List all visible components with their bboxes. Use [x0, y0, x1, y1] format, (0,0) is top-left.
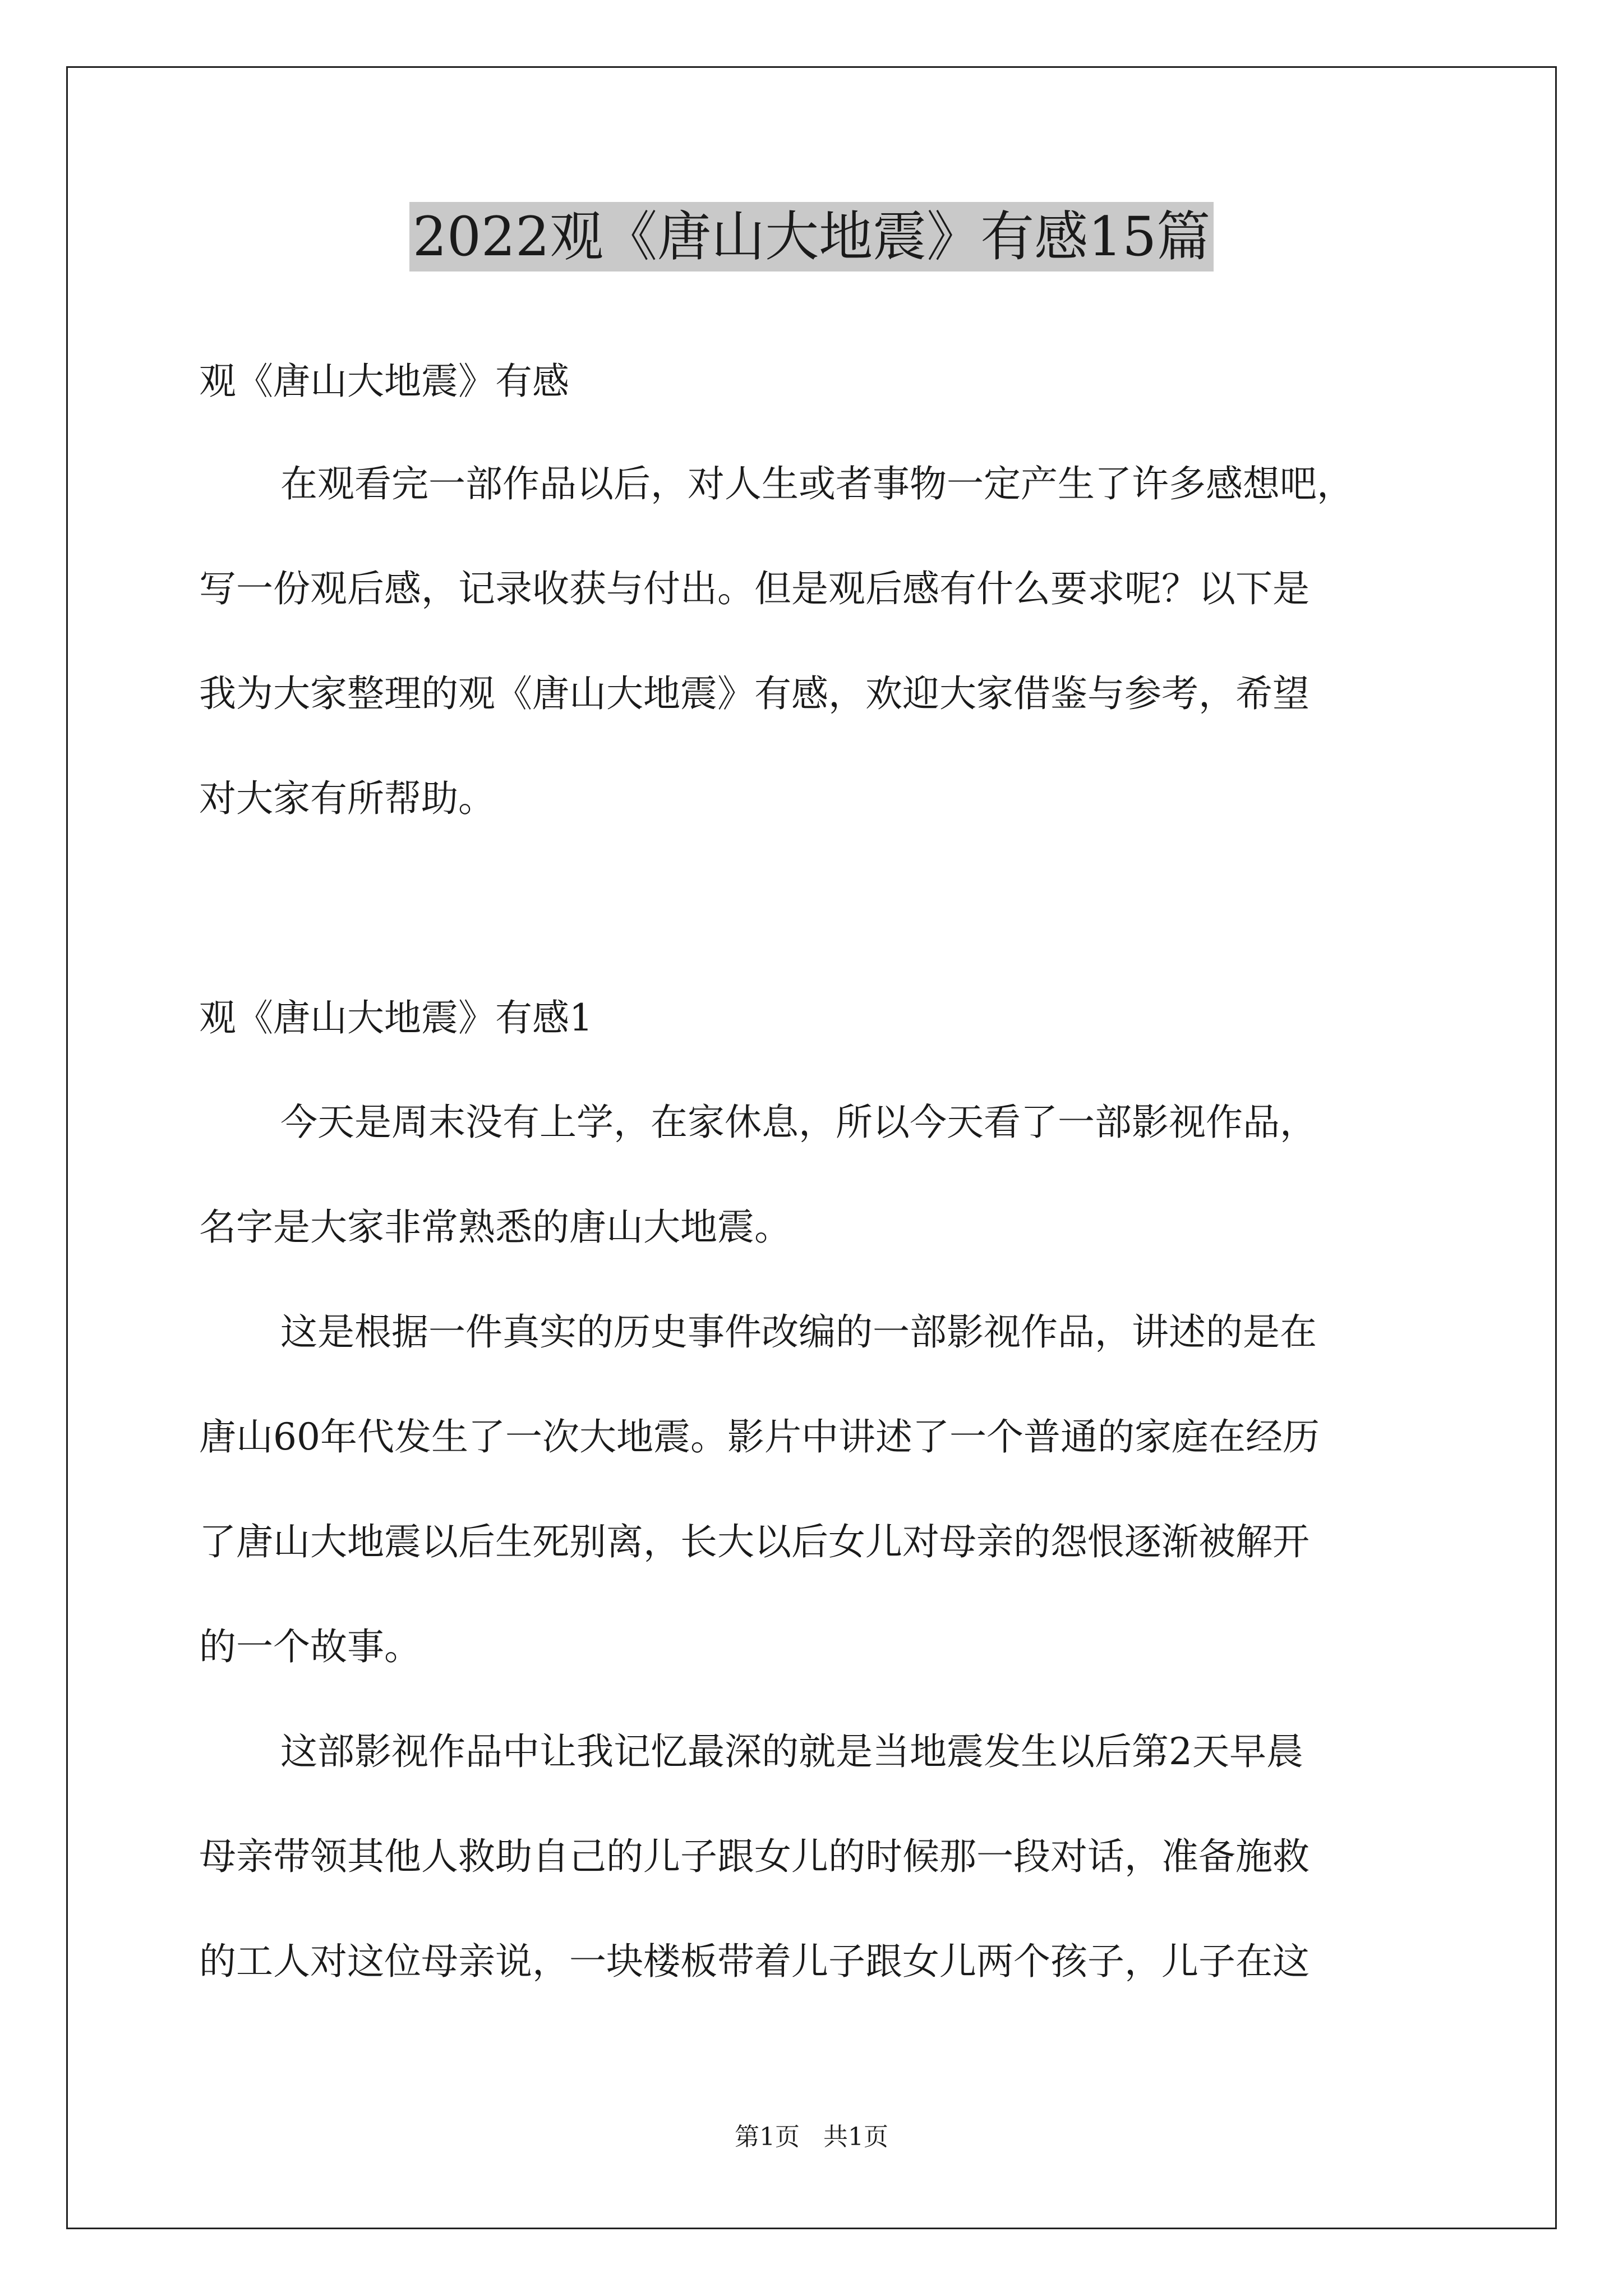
paragraph-line: 的工人对这位母亲说，一块楼板带着儿子跟女儿两个孩子，儿子在这 [199, 1940, 1310, 1983]
document-title: 2022观《唐山大地震》有感15篇 [409, 202, 1214, 272]
paragraph-line: 唐山60年代发生了一次大地震。影片中讲述了一个普通的家庭在经历 [199, 1415, 1320, 1458]
paragraph-line: 我为大家整理的观《唐山大地震》有感，欢迎大家借鉴与参考，希望 [199, 672, 1310, 715]
paragraph-line: 对大家有所帮助。 [199, 777, 495, 820]
paragraph-line: 今天是周末没有上学，在家休息，所以今天看了一部影视作品， [280, 1101, 1317, 1144]
paragraph-line: 在观看完一部作品以后，对人生或者事物一定产生了许多感想吧， [280, 462, 1354, 505]
paragraph-line: 名字是大家非常熟悉的唐山大地震。 [199, 1205, 791, 1249]
paragraph-line: 写一份观后感，记录收获与付出。但是观后感有什么要求呢？以下是 [199, 567, 1310, 610]
section-heading: 观《唐山大地震》有感1 [199, 996, 593, 1039]
title-container [0, 202, 1623, 272]
paragraph-line: 这是根据一件真实的历史事件改编的一部影视作品，讲述的是在 [280, 1310, 1317, 1354]
paragraph-line: 这部影视作品中让我记忆最深的就是当地震发生以后第2天早晨 [280, 1730, 1303, 1773]
paragraph-line: 母亲带领其他人救助自己的儿子跟女儿的时候那一段对话，准备施救 [199, 1835, 1310, 1878]
page-footer: 第1页 共1页 [735, 2123, 888, 2151]
section-heading: 观《唐山大地震》有感 [199, 360, 569, 403]
paragraph-line: 的一个故事。 [199, 1625, 421, 1668]
paragraph-line: 了唐山大地震以后生死别离，长大以后女儿对母亲的怨恨逐渐被解开 [199, 1520, 1310, 1563]
